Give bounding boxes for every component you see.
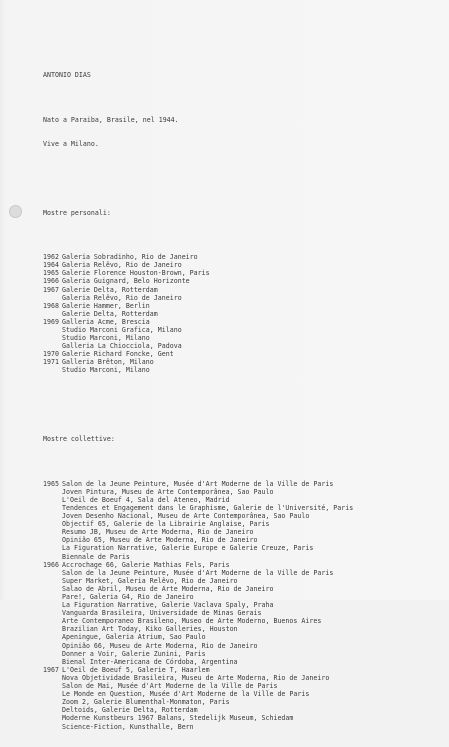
exhibition-entry xyxy=(43,277,443,285)
exhibition-entry xyxy=(43,261,443,269)
exhibition-entry xyxy=(43,358,443,366)
exhibition-entry xyxy=(43,294,443,302)
exhibition-description: Le Monde en Question, Musée d'Art Moderne de la Ville de Paris xyxy=(62,690,310,699)
exhibition-description: Galeria Sobradinho, Rio de Janeiro xyxy=(62,253,198,262)
exhibition-entry xyxy=(43,642,443,650)
exhibition-description: Salon de la Jeune Peinture, Musée d'Art Moderne de la Ville de Paris xyxy=(62,568,334,577)
exhibition-year xyxy=(43,520,62,528)
exhibition-year xyxy=(43,334,62,342)
exhibition-year xyxy=(43,366,62,374)
exhibition-entry xyxy=(43,609,443,617)
exhibition-entry xyxy=(43,302,443,310)
exhibition-year xyxy=(43,342,62,350)
exhibition-year: 1969 xyxy=(43,317,59,326)
exhibition-description: Tendences et Engagement dans le Graphisme, Galerie de l'Université, Paris xyxy=(62,503,354,512)
exhibition-year xyxy=(43,682,62,690)
exhibition-year xyxy=(43,617,62,625)
exhibition-description: Accrochage 66, Galerie Mathias Fels, Paris xyxy=(62,560,230,569)
exhibition-year xyxy=(43,310,62,318)
exhibition-description: Joven Pintura, Museu de Arte Contemporânea, Sao Paulo xyxy=(62,487,274,496)
exhibition-year xyxy=(43,569,62,577)
exhibition-year xyxy=(43,326,62,334)
exhibition-year: 1966 xyxy=(43,277,59,286)
exhibition-description: La Figuration Narrative, Galerie Vaclava Spaly, Praha xyxy=(62,601,274,610)
exhibition-year xyxy=(43,714,62,722)
exhibition-description: Opinião 65, Museu de Arte Moderna, Rio de Janeiro xyxy=(62,536,258,545)
exhibition-description: Zoom 2, Galerie Blumenthal-Monmaton, Paris xyxy=(62,698,230,707)
exhibition-entry xyxy=(43,326,443,334)
exhibition-entry xyxy=(43,577,443,585)
exhibition-year xyxy=(43,723,62,731)
exhibition-description: Nova Objetividade Brasileira, Museu de Arte Moderna, Rio de Janeiro xyxy=(62,673,330,682)
exhibition-year xyxy=(43,609,62,617)
exhibition-entry xyxy=(43,698,443,706)
exhibition-description: Donner a Voir, Galerie Zunini, Paris xyxy=(62,649,206,658)
exhibition-year xyxy=(43,488,62,496)
exhibition-entry xyxy=(43,269,443,277)
exhibition-year xyxy=(43,585,62,593)
exhibition-description: Galerie Richard Foncke, Gent xyxy=(62,350,174,359)
exhibition-entry xyxy=(43,528,443,536)
exhibition-description: Galerie Florence Houston-Brown, Paris xyxy=(62,269,210,278)
exhibition-year xyxy=(43,674,62,682)
exhibition-description: Objectif 65, Galerie de la Librairie Anglaise, Paris xyxy=(62,520,270,529)
exhibition-year xyxy=(43,633,62,641)
exhibition-description: Galleria Acme, Brescia xyxy=(62,317,150,326)
exhibition-year xyxy=(43,698,62,706)
exhibition-year: 1967 xyxy=(43,665,59,674)
exhibition-entry xyxy=(43,253,443,261)
exhibition-year: 1965 xyxy=(43,269,59,278)
exhibition-description: Pare!, Galeria G4, Rio de Janeiro xyxy=(62,593,194,601)
exhibition-entry xyxy=(43,625,443,633)
exhibition-entry xyxy=(43,286,443,294)
exhibition-entry xyxy=(43,666,443,674)
exhibition-entry xyxy=(43,633,443,641)
exhibition-description: Galerie Delta, Rotterdam xyxy=(62,285,158,294)
birth-info: Nato a Paraiba, Brasile, nel 1944. xyxy=(43,115,179,124)
exhibition-entry xyxy=(43,496,443,504)
exhibition-description: Galeria Guignard, Belo Horizonte xyxy=(62,277,190,286)
exhibition-year: 1968 xyxy=(43,301,59,310)
exhibition-entry xyxy=(43,310,443,318)
exhibition-entry xyxy=(43,520,443,528)
exhibition-entry xyxy=(43,553,443,561)
exhibition-year xyxy=(43,536,62,544)
exhibition-entry xyxy=(43,585,443,593)
exhibition-year xyxy=(43,544,62,552)
exhibition-description: Salon de la Jeune Peinture, Musée d'Art Moderne de la Ville de Paris xyxy=(62,479,334,488)
collective-heading: Mostre collettive: xyxy=(43,435,115,444)
exhibition-year xyxy=(43,650,62,658)
exhibition-year xyxy=(43,294,62,302)
exhibition-entry xyxy=(43,350,443,358)
exhibition-description: Apeningue, Galeria Atrium, Sao Paulo xyxy=(62,633,206,642)
personal-exhibitions-list xyxy=(43,253,443,374)
exhibition-entry xyxy=(43,714,443,722)
exhibition-entry xyxy=(43,488,443,496)
collective-exhibitions-list xyxy=(43,480,443,731)
exhibition-description: Studio Marconi, Milano xyxy=(62,334,150,343)
exhibition-year: 1970 xyxy=(43,350,59,359)
exhibition-year xyxy=(43,553,62,561)
exhibition-year xyxy=(43,706,62,714)
exhibition-entry xyxy=(43,706,443,714)
exhibition-description: Studio Marconi Grafica, Milano xyxy=(62,326,182,334)
exhibition-description: Moderne Kunstbeurs 1967 Balans, Stedelijk Museum, Schiedam xyxy=(62,714,294,723)
exhibition-description: Deltoids, Galerie Delta, Rotterdam xyxy=(62,706,198,715)
exhibition-year: 1971 xyxy=(43,358,59,367)
exhibition-entry xyxy=(43,318,443,326)
exhibition-entry xyxy=(43,617,443,625)
exhibition-year xyxy=(43,528,62,536)
exhibition-year xyxy=(43,690,62,698)
exhibition-year: 1965 xyxy=(43,479,59,488)
exhibition-description: Biennale de Paris xyxy=(62,552,130,561)
exhibition-entry xyxy=(43,569,443,577)
exhibition-description: L'Oeil de Boeuf 4, Sala del Ateneo, Madrid xyxy=(62,495,230,504)
exhibition-description: Galerie Delta, Rotterdam xyxy=(62,309,158,318)
exhibition-description: Brazilian Art Today, Kiko Galleries, Houston xyxy=(62,625,238,634)
exhibition-entry xyxy=(43,682,443,690)
exhibition-year xyxy=(43,577,62,585)
exhibition-year xyxy=(43,496,62,504)
punch-hole xyxy=(9,205,22,218)
exhibition-description: Galeria Relêvo, Rio de Janeiro xyxy=(62,261,182,270)
exhibition-entry xyxy=(43,658,443,666)
exhibition-year: 1967 xyxy=(43,285,59,294)
exhibition-year: 1966 xyxy=(43,560,59,569)
exhibition-description: Super Market, Galeria Relêvo, Rio de Janeiro xyxy=(62,576,238,585)
exhibition-year xyxy=(43,512,62,520)
exhibition-entry xyxy=(43,723,443,731)
document-text xyxy=(43,55,443,747)
exhibition-description: Studio Marconi, Milano xyxy=(62,366,150,375)
exhibition-entry xyxy=(43,690,443,698)
residence-info: Vive a Milano. xyxy=(43,139,99,148)
exhibition-description: La Figuration Narrative, Galerie Europe e Galerie Creuze, Paris xyxy=(62,544,314,553)
exhibition-year xyxy=(43,504,62,512)
exhibition-entry xyxy=(43,334,443,342)
exhibition-entry xyxy=(43,544,443,552)
exhibition-description: Galleria La Chiocciola, Padova xyxy=(62,342,182,351)
exhibition-year xyxy=(43,601,62,609)
exhibition-year xyxy=(43,642,62,650)
exhibition-entry xyxy=(43,601,443,609)
exhibition-description: Galeria Relêvo, Rio de Janeiro xyxy=(62,293,182,302)
exhibition-entry xyxy=(43,512,443,520)
exhibition-description: L'Oeil de Boeuf 5, Galerie T, Haarlem xyxy=(62,665,210,674)
artist-name: ANTONIO DIAS xyxy=(43,71,91,80)
exhibition-year: 1962 xyxy=(43,253,59,262)
exhibition-description: Opinião 66, Museu de Arte Moderna, Rio de Janeiro xyxy=(62,641,258,650)
exhibition-entry xyxy=(43,674,443,682)
exhibition-description: Joven Desenho Nacional, Museu de Arte Contemporânea, Sao Paulo xyxy=(62,512,310,521)
exhibition-entry xyxy=(43,536,443,544)
exhibition-entry xyxy=(43,342,443,350)
exhibition-year: 1964 xyxy=(43,261,59,270)
exhibition-description: Bienal Inter-Americana de Córdoba, Argentina xyxy=(62,657,238,666)
exhibition-description: Salao de Abril, Museu de Arte Moderna, Rio de Janeiro xyxy=(62,584,274,593)
exhibition-entry xyxy=(43,650,443,658)
exhibition-description: Science-Fiction, Kunsthalle, Bern xyxy=(62,722,194,731)
exhibition-description: Salon de Mai, Musée d'Art Moderne de la Ville de Paris xyxy=(62,682,278,691)
exhibition-description: Resumo JB, Museu de Arte Moderna, Rio de Janeiro xyxy=(62,528,254,537)
exhibition-entry xyxy=(43,366,443,374)
personal-heading: Mostre personali: xyxy=(43,208,111,217)
exhibition-entry xyxy=(43,561,443,569)
exhibition-year xyxy=(43,625,62,633)
exhibition-description: Vanguarda Brasileira, Universidade de Minas Gerais xyxy=(62,609,262,618)
exhibition-description: Galerie Hammer, Berlin xyxy=(62,301,150,310)
exhibition-entry xyxy=(43,504,443,512)
exhibition-year xyxy=(43,658,62,666)
exhibition-description: Galleria Brêton, Milano xyxy=(62,358,154,367)
exhibition-description: Arte Contemporaneo Brasileno, Museo de Arte Moderno, Buenos Aires xyxy=(62,617,322,626)
exhibition-entry xyxy=(43,480,443,488)
